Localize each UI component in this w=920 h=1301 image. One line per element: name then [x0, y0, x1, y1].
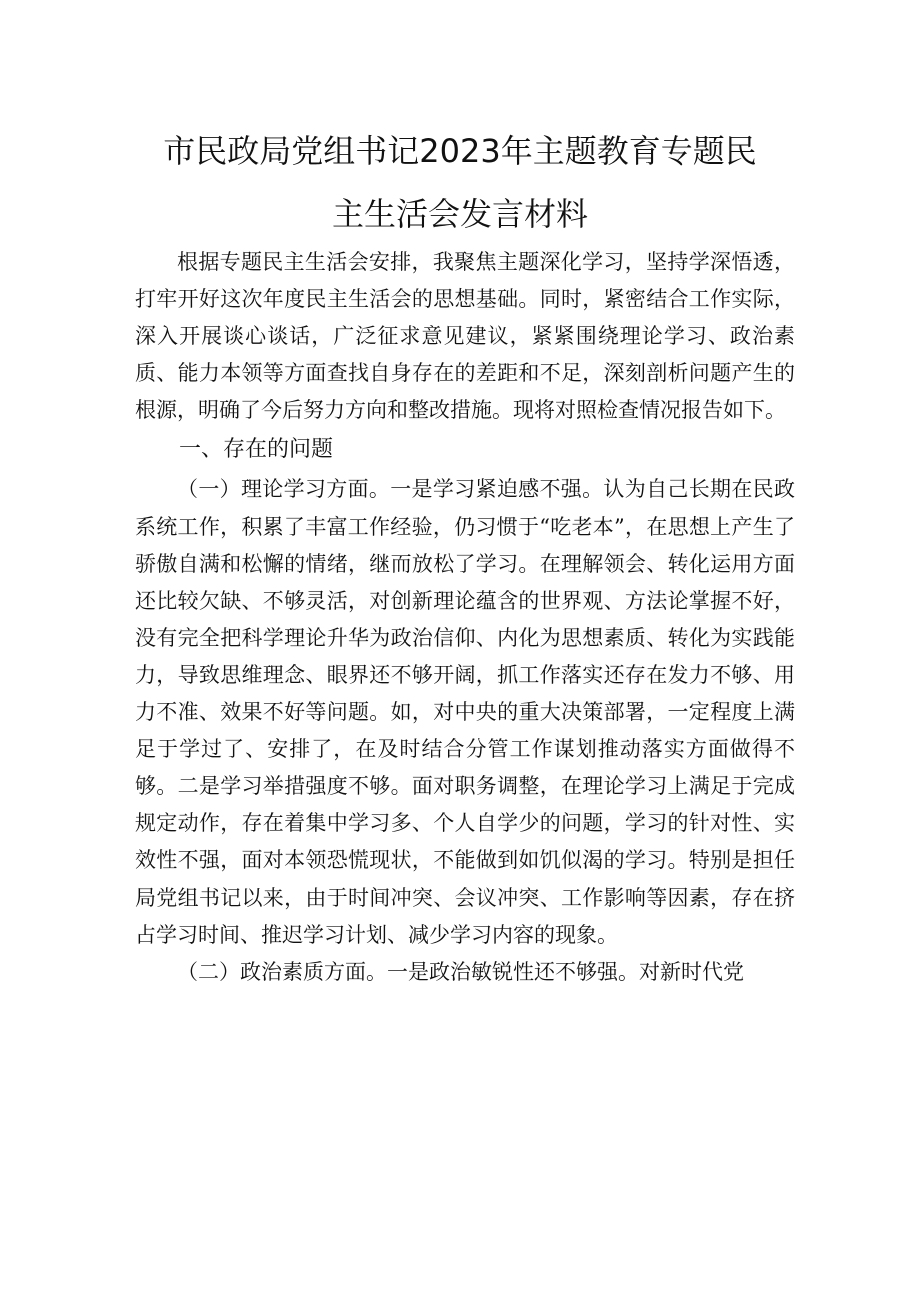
document-body: [135, 244, 795, 991]
document-title-line-1: 市民政局党组书记2023年主题教育专题民: [163, 132, 757, 170]
paragraph-political-quality: （二）政治素质方面。一是政治敏锐性还不够强。对新时代党: [177, 959, 744, 984]
section-heading-problems: 一、存在的问题: [179, 437, 334, 463]
intro-paragraph: 根据专题民主生活会安排，我聚焦主题深化学习，坚持学深悟透，打牢开好这次年度民主生活会的思想基础。同时，紧密结合工作实际，深入开展谈心谈话，广泛征求意见建议，紧紧围绕理论学习、政治素质、能力本领等方面查找自身存在的差距和不足，深刻剖析问题产生的根源，明确了今后努力方向和整改措施。现将对照检查情况报告如下。: [135, 250, 795, 423]
document-title-line-2: 主生活会发言材料: [331, 195, 588, 233]
paragraph-theory-study: （一）理论学习方面。一是学习紧迫感不强。认为自己长期在民政系统工作，积累了丰富工作经验，仍习惯于“吃老本”，在思想上产生了骄傲自满和松懈的情绪，继而放松了学习。在理解领会、转化运用方面还比较欠缺、不够灵活，对创新理论蕴含的世界观、方法论掌握不好，没有完全把科学理论升华为政治信仰、内化为思想素质、转化为实践能力，导致思维理念、眼界还不够开阔，抓工作落实还存在发力不够、用力不准、效果不好等问题。如，对中央的重大决策部署，一定程度上满足于学过了、安排了，在及时结合分管工作谋划推动落实方面做得不够。二是学习举措强度不够。面对职务调整，在理论学习上满足于完成规定动作，存在着集中学习多、个人自学少的问题，学习的针对性、实效性不强，面对本领恐慌现状，不能做到如饥似渴的学习。特别是担任局党组书记以来，由于时间冲突、会议冲突、工作影响等因素，存在挤占学习时间、推迟学习计划、减少学习内容的现象。: [135, 477, 795, 947]
